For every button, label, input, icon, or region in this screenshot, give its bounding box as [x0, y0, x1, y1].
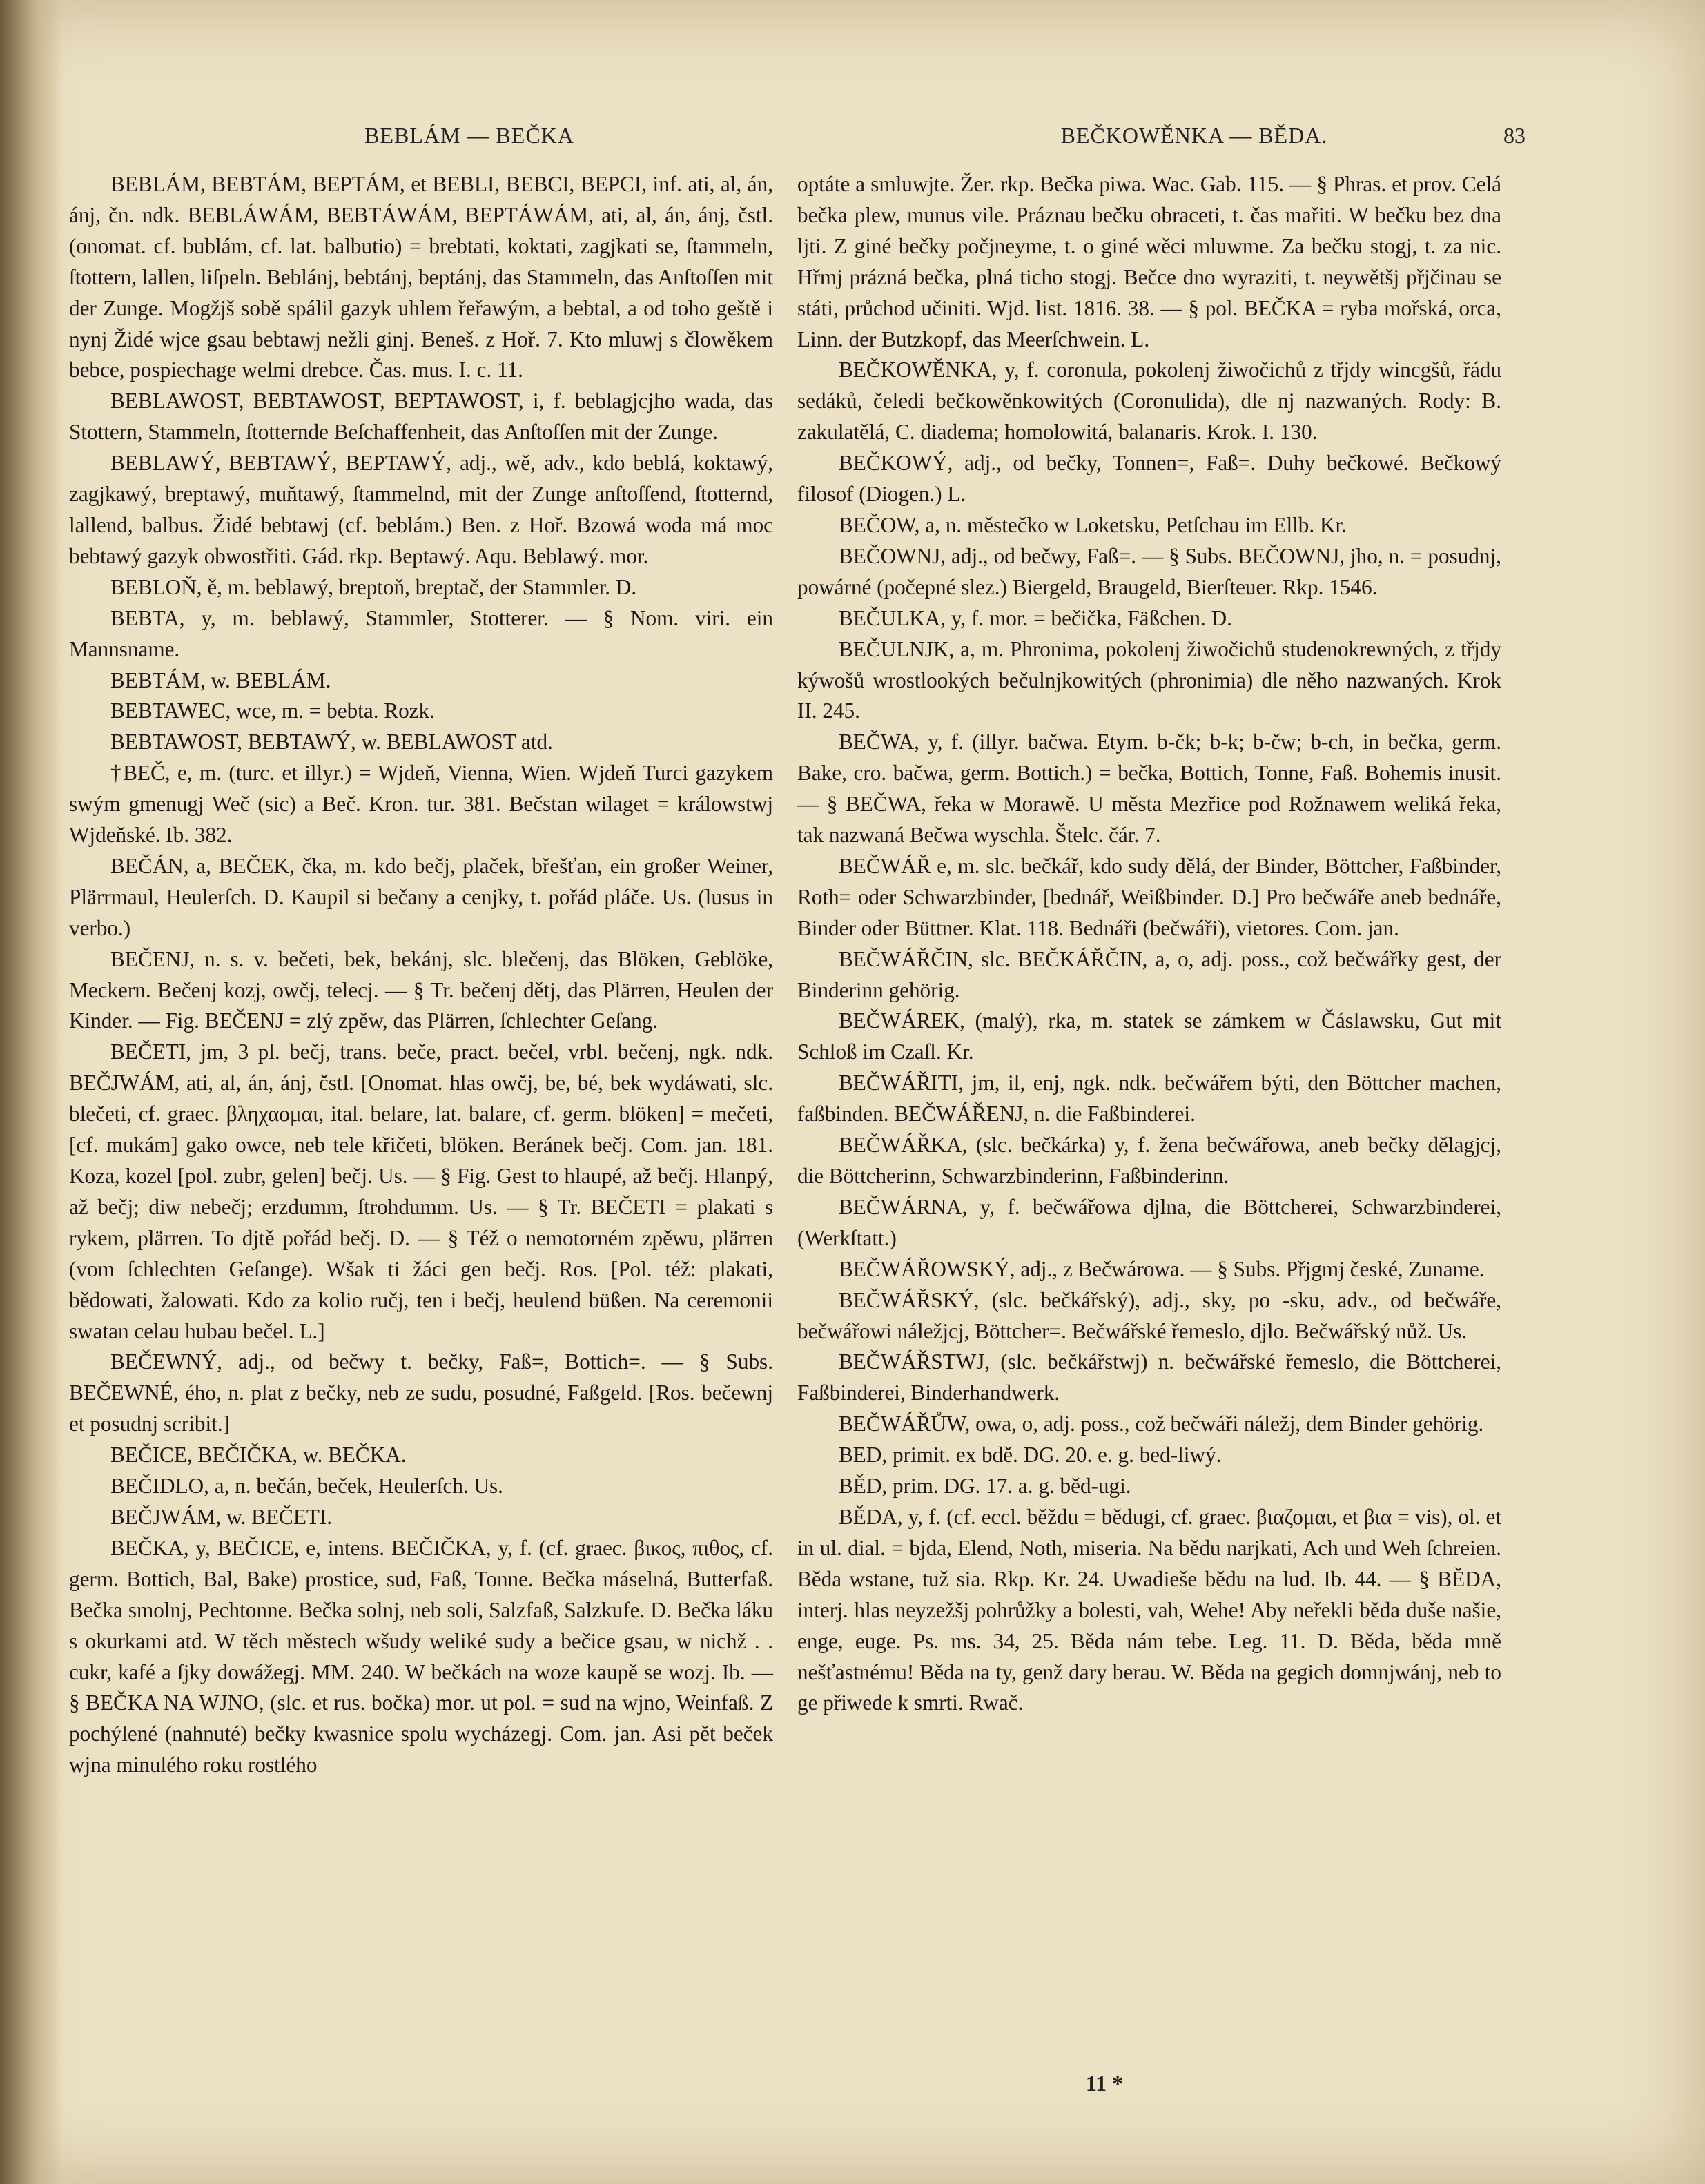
left-column	[69, 169, 773, 2060]
dictionary-entry: BEBTA, y, m. beblawý, Stammler, Stotterer. — § Nom. viri. ein Mannsname.	[69, 605, 773, 661]
dictionary-entry: BEČWÁŘČIN, slc. BEČKÁŘČIN, a, o, adj. poss., což bečwářky gest, der Binderinn gehörig.	[797, 946, 1501, 1002]
dictionary-entry: BEČKOWĚNKA, y, f. coronula, pokolenj žiwočichů z třjdy wincgšů, řádu sedáků, čeledi bečkowěnkowitých (Coronulida), dle nj nazwaných. Rody: B. zakulatělá, C. diadema; homolowitá, balanaris. Krok. I. 130.	[797, 358, 1501, 445]
dictionary-entry: BEČULKA, y, f. mor. = bečička, Fäßchen. D.	[839, 605, 1232, 630]
dictionary-entry: BEČICE, BEČIČKA, w. BEČKA.	[110, 1443, 407, 1468]
dictionary-entry: BEBTÁM, w. BEBLÁM.	[110, 667, 331, 692]
printer-signature-mark: 11 *	[1085, 2071, 1124, 2096]
dictionary-entry: BEBTAWEC, wce, m. = bebta. Rozk.	[110, 699, 435, 723]
dictionary-entry: BEBLAWÝ, BEBTAWÝ, BEPTAWÝ, adj., wě, adv., kdo beblá, koktawý, zagjkawý, breptawý, muňtawý, ſtammelnd, mit der Zunge anſtoſſend, ſtotternd, lallend, balbus. Židé bebtawj (cf. beblám.) Ben. z Hoř. Bzowá woda má moc bebtawý gazyk obwostřiti. Gád. rkp. Beptawý. Aqu. Beblawý. mor.	[69, 451, 773, 568]
dictionary-entry: BEBLOŇ, ě, m. beblawý, breptoň, breptač, der Stammler. D.	[110, 574, 637, 599]
dictionary-entry: BEČWÁŘŮW, owa, o, adj. poss., což bečwáři náležj, dem Binder gehörig.	[839, 1412, 1484, 1436]
dictionary-entry: BED, primit. ex bdě. DG. 20. e. g. bed-liwý.	[839, 1443, 1222, 1468]
dictionary-entry: BEČWÁŘITI, jm, il, enj, ngk. ndk. bečwářem býti, den Böttcher machen, faßbinden. BEČWÁŘENJ, n. die Faßbinderei.	[797, 1071, 1501, 1127]
dictionary-entry: BEČWA, y, f. (illyr. bačwa. Etym. b-čk; b-k; b-čw; b-ch, in bečka, germ. Bake, cro. bačwa, germ. Bottich.) = bečka, Bottich, Tonne, Faß. Bohemis inusit. — § BEČWA, řeka w Morawě. U města Mezřice pod Rožnawem weliká řeka, tak nazwaná Bečwa wyschla. Štelc. čár. 7.	[797, 730, 1501, 848]
dictionary-entry: BEČÁN, a, BEČEK, čka, m. kdo bečj, plaček, břešťan, ein großer Weiner, Plärrmaul, Heulerſch. D. Kaupil si bečany a cenjky, t. pořád pláče. Us. (lusus in verbo.)	[69, 853, 773, 940]
dictionary-entry: BĚD, prim. DG. 17. a. g. běd-ugi.	[839, 1474, 1131, 1499]
dictionary-entry: BEČOW, a, n. městečko w Loketsku, Petſchau im Ellb. Kr.	[839, 512, 1347, 537]
dictionary-entry: BEČWÁŘ e, m. slc. bečkář, kdo sudy dělá, der Binder, Böttcher, Faßbinder, Roth= oder Schwarzbinder, [bednář, Weißbinder. D.] Pro bečwáře aneb bednáře, Binder oder Büttner. Klat. 118. Bednáři (bečwáři), vietores. Com. jan.	[797, 853, 1501, 940]
dictionary-entry: BEČIDLO, a, n. bečán, beček, Heulerſch. Us.	[110, 1474, 503, 1499]
right-column	[797, 169, 1501, 2060]
running-header-left: BEBLÁM — BEČKA	[364, 123, 574, 148]
dictionary-entry: BEČWÁŘKA, (slc. bečkárka) y, f. žena bečwářowa, aneb bečky dělagjcj, die Böttcherinn, Schwarzbinderinn, Faßbinderinn.	[797, 1133, 1501, 1188]
dictionary-entry: BEČEWNÝ, adj., od bečwy t. bečky, Faß=, Bottich=. — § Subs. BEČEWNÉ, ého, n. plat z bečky, neb ze sudu, posudné, Faßgeld. [Ros. bečewnj et posudnj scribit.]	[69, 1349, 773, 1436]
dictionary-entry: BEBTAWOST, BEBTAWÝ, w. BEBLAWOST atd.	[110, 730, 553, 754]
dictionary-entry: BEČENJ, n. s. v. bečeti, bek, bekánj, slc. blečenj, das Blöken, Geblöke, Meckern. Bečenj kozj, owčj, telecj. — § Tr. bečenj dětj, das Plärren, Heulen der Kinder. — Fig. BEČENJ = zlý zpěw, das Plärren, ſchlechter Geſang.	[69, 946, 773, 1033]
running-header-right: BEČKOWĚNKA — BĚDA.	[1060, 123, 1328, 148]
dictionary-entry: BEČETI, jm, 3 pl. bečj, trans. beče, pract. bečel, vrbl. bečenj, ngk. ndk. BEČJWÁM, ati, al, án, ánj, čstl. [Onomat. hlas owčj, be, bé, bek wydáwati, slc. blečeti, cf. graec. βληχαομαι, ital. belare, lat. balare, cf. germ. blöken] = mečeti, [cf. mukám] gako owce, neb tele křičeti, blöken. Beránek bečj. Com. jan. 181. Koza, kozel [pol. zubr, gelen] bečj. Us. — § Fig. Gest to hlaupé, až bečj. Hlanpý, až bečj; diw nebečj; erzdumm, ſtrohdumm. Us. — § Tr. BEČETI = plakati s rykem, plärren. To djtě pořád bečj. D. — § Též o nemotorném zpěwu, plärren (vom ſchlechten Geſange). Wšak ti žáci gen bečj. Ros. [Pol. též: plakati, bědowati, žalowati. Kdo za kolio ručj, ten i bečj, heulend büßen. Na ceremonii swatan celau hubau bečel. L.]	[69, 1040, 773, 1343]
dictionary-entry: †BEČ, e, m. (turc. et illyr.) = Wjdeň, Vienna, Wien. Wjdeň Turci gazykem swým gmenugj Weč (sic) a Beč. Kron. tur. 381. Bečstan wilaget = králowstwj Wjdeňské. Ib. 382.	[69, 761, 773, 848]
dictionary-entry-continuation: optáte a smluwjte. Žer. rkp. Bečka piwa. Wac. Gab. 115. — § Phras. et prov. Celá bečka plew, munus vile. Práznau bečku obraceti, t. čas mařiti. W bečku bez dna ljti. Z giné bečky počjneyme, t. o giné wěci mluwme. Za bečku stogj, t. za nic. Hřmj prázná bečka, plná ticho stogj. Bečce dno wyraziti, t. neywětšj přjčinau se státi, průchod učiniti. Wjd. list. 1816. 38. — § pol. BEČKA = ryba mořská, orca, Linn. der Butzkopf, das Meerſchwein. L.	[797, 172, 1501, 351]
dictionary-entry: BEBLÁM, BEBTÁM, BEPTÁM, et BEBLI, BEBCI, BEPCI, inf. ati, al, án, ánj, čn. ndk. BEBLÁWÁM, BEBTÁWÁM, BEPTÁWÁM, ati, al, án, ánj, čstl. (onomat. cf. bublám, cf. lat. balbutio) = brebtati, koktati, zagjkati se, ſtammeln, ſtottern, lallen, liſpeln. Beblánj, bebtánj, beptánj, das Stammeln, das Anſtoſſen mit der Zunge. Mogžjš sobě spálil gazyk uhlem řeřawým, a bebtal, a od toho geště i nynj Židé wjce gsau bebtawj nežli ginj. Beneš. z Hoř. 7. Kto mluwj s člowěkem bebce, pospiechage welmi drebce. Čas. mus. I. c. 11.	[69, 172, 773, 382]
dictionary-entry: BEČWÁŘSTWJ, (slc. bečkářstwj) n. bečwářské řemeslo, die Böttcherei, Faßbinderei, Binderhandwerk.	[797, 1349, 1501, 1405]
dictionary-entry: BEČWÁŘSKÝ, (slc. bečkářský), adj., sky, po -sku, adv., od bečwáře, bečwářowi náležjcj, Böttcher=. Bečwářské řemeslo, djlo. Bečwářský nůž. Us.	[797, 1287, 1501, 1343]
dictionary-entry: BĚDA, y, f. (cf. eccl. běždu = bědugi, cf. graec. βιαζομαι, et βια = vis), ol. et in ul. dial. = bjda, Elend, Noth, miseria. Na bědu narjkati, Ach und Weh ſchreien. Běda wstane, tuž sia. Rkp. Kr. 24. Uwadieše bědu na lud. Ib. 44. — § BĚDA, interj. hlas neyzežšj pohrůžky a bolesti, vah, Wehe! Aby neřekli běda duše našie, enge, euge. Ps. ms. 34, 25. Běda nám tebe. Leg. 11. D. Běda, běda mně nešťastnému! Běda na ty, genž dary berau. W. Běda na gegich domnjwánj, neb to ge přiwede k smrti. Rwač.	[797, 1504, 1501, 1715]
dictionary-entry: BEČWÁREK, (malý), rka, m. statek se zámkem w Čáslawsku, Gut mit Schloß im Czaſl. Kr.	[797, 1008, 1501, 1064]
page-number: 83	[1503, 123, 1526, 148]
dictionary-entry: BEČKA, y, BEČICE, e, intens. BEČIČKA, y, f. (cf. graec. βικος, πιθος, cf. germ. Bottich, Bal, Bake) prostice, sud, Faß, Tonne. Bečka máselná, Butterfaß. Bečka smolnj, Pechtonne. Bečka solnj, neb soli, Salzfaß, Salzkufe. D. Bečka láku s okurkami atd. W těch městech wšudy weliké sudy a bečice gsau, w nichž . . cukr, kafé a ſjky dowážegj. MM. 240. W bečkách na woze kaupě se wozj. Ib. — § BEČKA NA WJNO, (slc. et rus. bočka) mor. ut pol. = sud na wjno, Weinfaß. Z pochýlené (nahnuté) bečky kwasnice spolu wycházegj. Com. jan. Asi pět beček wjna minulého roku rostlého	[69, 1535, 773, 1777]
dictionary-entry: BEČWÁŘOWSKÝ, adj., z Bečwárowa. — § Subs. Přjgmj české, Zuname.	[839, 1256, 1485, 1281]
dictionary-entry: BEČOWNJ, adj., od bečwy, Faß=. — § Subs. BEČOWNJ, jho, n. = posudnj, powárné (počepné slez.) Biergeld, Braugeld, Bierſteuer. Rkp. 1546.	[797, 543, 1501, 599]
dictionary-entry: BEČULNJK, a, m. Phronima, pokolenj žiwočichů studenokrewných, z třjdy kýwošů wrostlookých bečulnjkowitých (phronimia) dle něho nazwaných. Krok II. 245.	[797, 636, 1501, 723]
dictionary-entry: BEČJWÁM, w. BEČETI.	[110, 1504, 333, 1529]
dictionary-entry: BEČWÁRNA, y, f. bečwářowa djlna, die Böttcherei, Schwarzbinderei, (Werkſtatt.)	[797, 1194, 1501, 1250]
dictionary-entry: BEČKOWÝ, adj., od bečky, Tonnen=, Faß=. Duhy bečkowé. Bečkowý filosof (Diogen.) L.	[797, 451, 1501, 507]
dictionary-entry: BEBLAWOST, BEBTAWOST, BEPTAWOST, i, f. beblagjcjho wada, das Stottern, Stammeln, ſtotternde Beſchaffenheit, das Anſtoſſen mit der Zunge.	[69, 389, 773, 445]
